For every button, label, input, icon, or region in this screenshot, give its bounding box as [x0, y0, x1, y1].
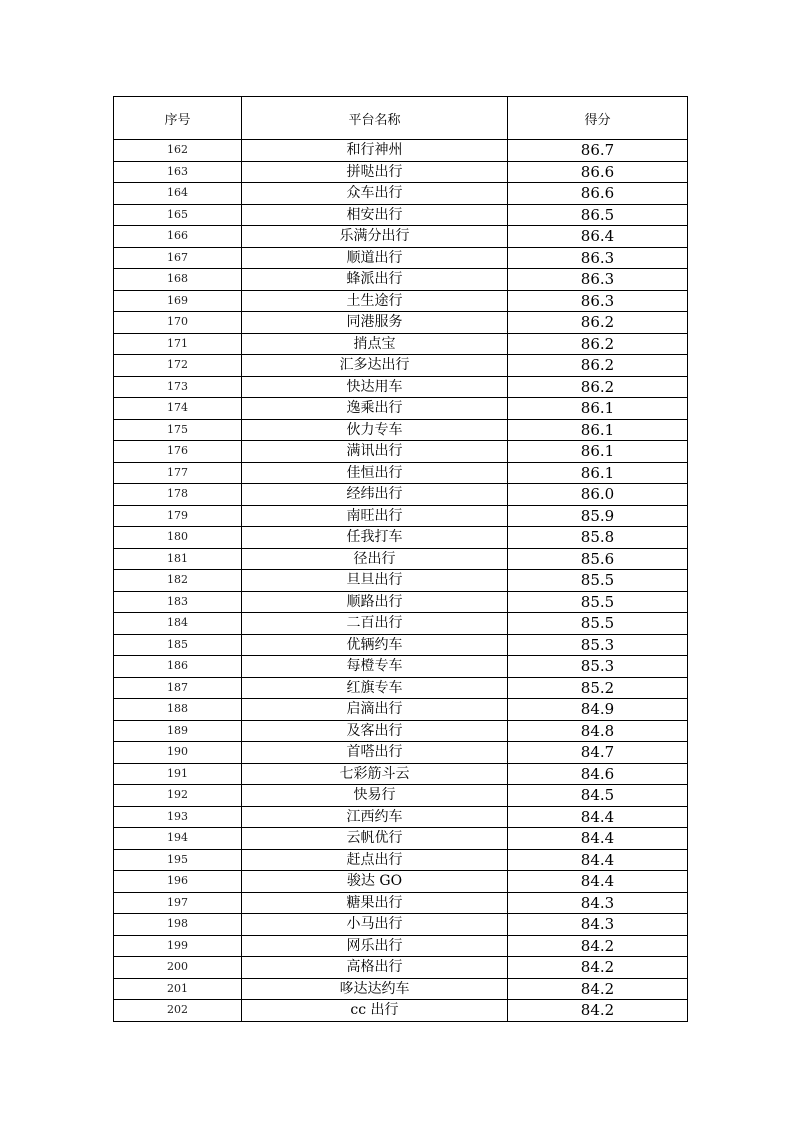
- table-row: [114, 505, 688, 527]
- platform-name: 旦旦出行: [242, 570, 508, 592]
- platform-score: 86.6: [508, 183, 688, 205]
- platform-name: 七彩筋斗云: [242, 763, 508, 785]
- row-number: 174: [114, 398, 242, 420]
- platform-score: 84.6: [508, 763, 688, 785]
- row-number: 190: [114, 742, 242, 764]
- platform-name: 顺路出行: [242, 591, 508, 613]
- table-row: [114, 828, 688, 850]
- row-number: 191: [114, 763, 242, 785]
- platform-name: 任我打车: [242, 527, 508, 549]
- platform-name: 高格出行: [242, 957, 508, 979]
- platform-score: 86.2: [508, 312, 688, 334]
- platform-name: 乐满分出行: [242, 226, 508, 248]
- platform-score: 84.2: [508, 935, 688, 957]
- platform-name: 相安出行: [242, 204, 508, 226]
- row-number: 175: [114, 419, 242, 441]
- row-number: 201: [114, 978, 242, 1000]
- platform-score: 84.8: [508, 720, 688, 742]
- platform-name: 糖果出行: [242, 892, 508, 914]
- row-number: 197: [114, 892, 242, 914]
- platform-score: 85.5: [508, 570, 688, 592]
- row-number: 195: [114, 849, 242, 871]
- table-row: [114, 355, 688, 377]
- platform-name: 经纬出行: [242, 484, 508, 506]
- platform-score: 86.1: [508, 462, 688, 484]
- table-row: [114, 312, 688, 334]
- platform-name: 同港服务: [242, 312, 508, 334]
- header-platform-name: 平台名称: [242, 97, 508, 140]
- table-row: [114, 269, 688, 291]
- platform-score: 85.5: [508, 591, 688, 613]
- row-number: 180: [114, 527, 242, 549]
- platform-score-table: [113, 96, 688, 1022]
- row-number: 200: [114, 957, 242, 979]
- platform-score: 84.2: [508, 957, 688, 979]
- table-row: [114, 785, 688, 807]
- table-row: [114, 419, 688, 441]
- platform-score: 85.3: [508, 634, 688, 656]
- row-number: 196: [114, 871, 242, 893]
- row-number: 198: [114, 914, 242, 936]
- platform-score: 86.3: [508, 269, 688, 291]
- platform-score: 85.8: [508, 527, 688, 549]
- platform-score: 86.7: [508, 140, 688, 162]
- platform-name: 径出行: [242, 548, 508, 570]
- table-row: [114, 935, 688, 957]
- platform-name: 江西约车: [242, 806, 508, 828]
- platform-name: 骏达 GO: [242, 871, 508, 893]
- table-row: [114, 398, 688, 420]
- table-row: [114, 591, 688, 613]
- platform-score: 86.3: [508, 247, 688, 269]
- platform-score: 84.7: [508, 742, 688, 764]
- platform-score: 85.3: [508, 656, 688, 678]
- platform-name: 逸乘出行: [242, 398, 508, 420]
- platform-score: 84.2: [508, 1000, 688, 1022]
- table-row: [114, 527, 688, 549]
- table-row: [114, 742, 688, 764]
- table-row: [114, 634, 688, 656]
- table-row: [114, 140, 688, 162]
- platform-name: 蜂派出行: [242, 269, 508, 291]
- platform-name: 云帆优行: [242, 828, 508, 850]
- table-row: [114, 548, 688, 570]
- row-number: 199: [114, 935, 242, 957]
- table-row: [114, 914, 688, 936]
- row-number: 187: [114, 677, 242, 699]
- platform-name: 小马出行: [242, 914, 508, 936]
- platform-score: 84.3: [508, 892, 688, 914]
- row-number: 167: [114, 247, 242, 269]
- platform-name: 二百出行: [242, 613, 508, 635]
- table-row: [114, 763, 688, 785]
- header-row: [114, 97, 688, 140]
- table-row: [114, 161, 688, 183]
- table-row: [114, 871, 688, 893]
- platform-name: 赶点出行: [242, 849, 508, 871]
- table-row: [114, 462, 688, 484]
- platform-score: 84.5: [508, 785, 688, 807]
- row-number: 178: [114, 484, 242, 506]
- platform-name: 红旗专车: [242, 677, 508, 699]
- platform-name: 首嗒出行: [242, 742, 508, 764]
- platform-score: 85.6: [508, 548, 688, 570]
- table-row: [114, 849, 688, 871]
- row-number: 164: [114, 183, 242, 205]
- platform-score: 86.2: [508, 355, 688, 377]
- platform-name: 和行神州: [242, 140, 508, 162]
- row-number: 202: [114, 1000, 242, 1022]
- platform-name: 南旺出行: [242, 505, 508, 527]
- table-row: [114, 333, 688, 355]
- row-number: 170: [114, 312, 242, 334]
- row-number: 166: [114, 226, 242, 248]
- platform-name: 伙力专车: [242, 419, 508, 441]
- row-number: 189: [114, 720, 242, 742]
- table-row: [114, 806, 688, 828]
- row-number: 181: [114, 548, 242, 570]
- table-row: [114, 441, 688, 463]
- platform-score: 86.3: [508, 290, 688, 312]
- table-row: [114, 183, 688, 205]
- platform-score: 84.9: [508, 699, 688, 721]
- platform-name: 快易行: [242, 785, 508, 807]
- row-number: 184: [114, 613, 242, 635]
- table-row: [114, 720, 688, 742]
- row-number: 194: [114, 828, 242, 850]
- platform-score: 86.1: [508, 398, 688, 420]
- platform-name: 每橙专车: [242, 656, 508, 678]
- platform-name: 捎点宝: [242, 333, 508, 355]
- row-number: 185: [114, 634, 242, 656]
- table-row: [114, 892, 688, 914]
- table-row: [114, 613, 688, 635]
- platform-score: 86.1: [508, 441, 688, 463]
- header-number: 序号: [114, 97, 242, 140]
- row-number: 163: [114, 161, 242, 183]
- platform-score: 86.5: [508, 204, 688, 226]
- table-row: [114, 376, 688, 398]
- platform-score: 86.2: [508, 376, 688, 398]
- table-row: [114, 290, 688, 312]
- platform-score: 85.5: [508, 613, 688, 635]
- platform-name: 顺道出行: [242, 247, 508, 269]
- platform-name: 网乐出行: [242, 935, 508, 957]
- row-number: 176: [114, 441, 242, 463]
- platform-score: 85.9: [508, 505, 688, 527]
- platform-name: 汇多达出行: [242, 355, 508, 377]
- row-number: 169: [114, 290, 242, 312]
- row-number: 172: [114, 355, 242, 377]
- platform-name: 哆达达约车: [242, 978, 508, 1000]
- table-row: [114, 1000, 688, 1022]
- platform-name: cc 出行: [242, 1000, 508, 1022]
- row-number: 183: [114, 591, 242, 613]
- platform-score: 84.3: [508, 914, 688, 936]
- table-row: [114, 247, 688, 269]
- row-number: 168: [114, 269, 242, 291]
- platform-score: 84.4: [508, 806, 688, 828]
- table-row: [114, 484, 688, 506]
- row-number: 162: [114, 140, 242, 162]
- platform-score: 86.6: [508, 161, 688, 183]
- row-number: 171: [114, 333, 242, 355]
- row-number: 188: [114, 699, 242, 721]
- row-number: 192: [114, 785, 242, 807]
- row-number: 177: [114, 462, 242, 484]
- platform-name: 优辆约车: [242, 634, 508, 656]
- table-row: [114, 957, 688, 979]
- row-number: 186: [114, 656, 242, 678]
- platform-score: 84.4: [508, 849, 688, 871]
- platform-name: 快达用车: [242, 376, 508, 398]
- platform-name: 土生途行: [242, 290, 508, 312]
- table-row: [114, 570, 688, 592]
- table-row: [114, 677, 688, 699]
- table-row: [114, 978, 688, 1000]
- platform-name: 满讯出行: [242, 441, 508, 463]
- platform-score: 86.4: [508, 226, 688, 248]
- table-row: [114, 226, 688, 248]
- table-row: [114, 656, 688, 678]
- table-row: [114, 204, 688, 226]
- platform-name: 启滴出行: [242, 699, 508, 721]
- table-header: [114, 97, 688, 140]
- row-number: 179: [114, 505, 242, 527]
- platform-score: 84.4: [508, 871, 688, 893]
- platform-score: 85.2: [508, 677, 688, 699]
- platform-name: 及客出行: [242, 720, 508, 742]
- platform-score: 84.2: [508, 978, 688, 1000]
- table-row: [114, 699, 688, 721]
- table-body: [114, 140, 688, 1022]
- platform-score: 86.2: [508, 333, 688, 355]
- platform-score: 84.4: [508, 828, 688, 850]
- row-number: 182: [114, 570, 242, 592]
- header-score: 得分: [508, 97, 688, 140]
- row-number: 165: [114, 204, 242, 226]
- row-number: 193: [114, 806, 242, 828]
- platform-score: 86.0: [508, 484, 688, 506]
- row-number: 173: [114, 376, 242, 398]
- platform-name: 众车出行: [242, 183, 508, 205]
- platform-score: 86.1: [508, 419, 688, 441]
- platform-name: 佳恒出行: [242, 462, 508, 484]
- platform-name: 拼哒出行: [242, 161, 508, 183]
